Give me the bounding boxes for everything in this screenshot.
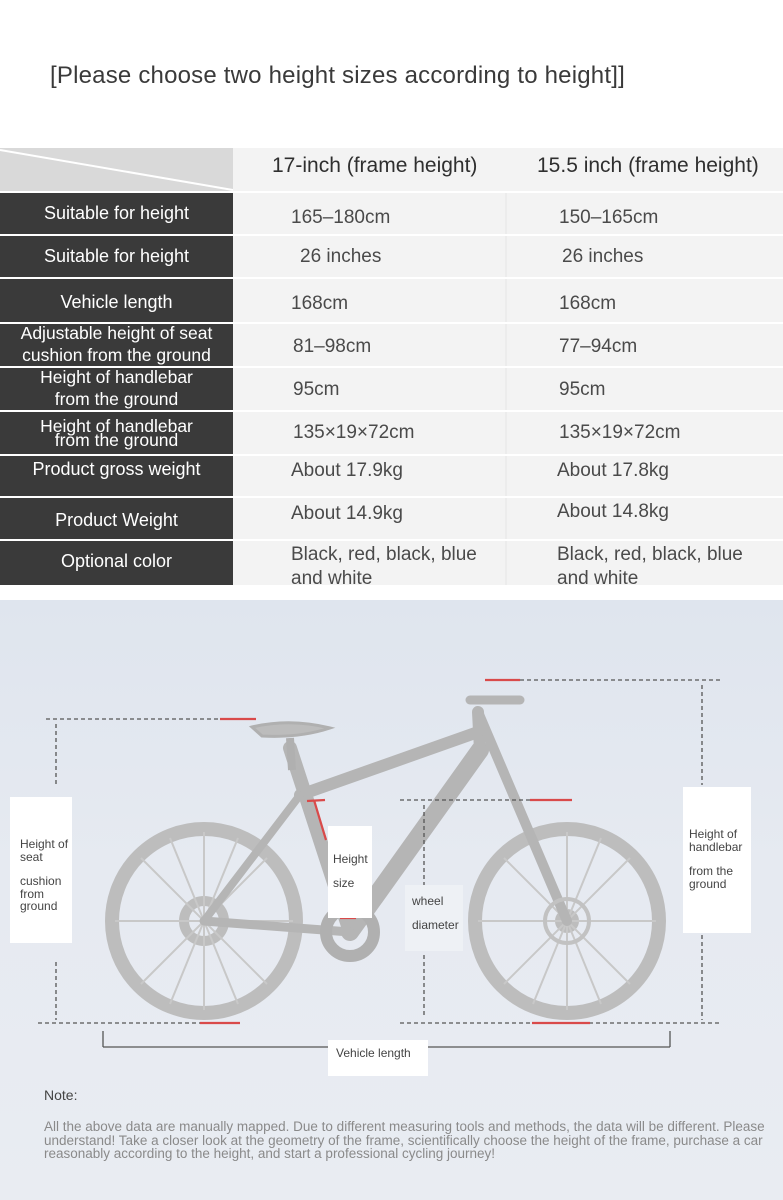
frame-size-label [328, 826, 372, 918]
cell-value: Black, red, black, blue and white [291, 544, 477, 589]
corner-diagonal [0, 148, 233, 191]
row-label: Height of handlebar from the ground [0, 412, 233, 454]
bike-illustration [0, 600, 783, 1200]
cell-value: Black, red, black, blue and white [557, 544, 743, 589]
cell-value: 135×19×72cm [293, 422, 415, 443]
seat-height-label-line2: cushion from ground [20, 874, 62, 914]
row-label: Vehicle length [0, 279, 233, 322]
frame-size-label-line1: Height [333, 852, 368, 866]
seat-height-label-line1: Height of seat [20, 837, 69, 864]
wheel-diameter-label [405, 885, 463, 951]
row-label: Suitable for height [0, 236, 233, 277]
cell-value: 165–180cm [291, 207, 391, 228]
row-label: Product gross weight [0, 456, 233, 496]
cell-value: About 14.8kg [557, 501, 669, 522]
handlebar-height-label-line1: Height of handlebar [689, 827, 743, 854]
note-title: Note: [44, 1087, 78, 1103]
bike-geometry-diagram [0, 600, 783, 1200]
handlebar-height-label-line2: from the ground [689, 864, 734, 891]
vehicle-length-label [328, 1040, 428, 1076]
table-corner-cell [0, 148, 233, 191]
cell-value: 135×19×72cm [559, 422, 681, 443]
cell-value: About 17.9kg [291, 460, 403, 481]
cell-value: About 14.9kg [291, 503, 403, 524]
handlebar-height-label [683, 787, 751, 933]
cell-value: 81–98cm [293, 336, 372, 357]
cell-value: About 17.8kg [557, 460, 669, 481]
cell-value: 168cm [559, 293, 617, 314]
page-heading: [Please choose two height sizes according to height]] [50, 62, 625, 89]
cell-value: 77–94cm [559, 336, 638, 357]
vehicle-length-text: Vehicle length [336, 1046, 411, 1060]
column-header-17-inch: 17-inch (frame height) [272, 154, 478, 177]
row-label: Optional color [0, 541, 233, 585]
row-label: Adjustable height of seat cushion from the ground [0, 324, 233, 366]
column-header-15-5-inch: 15.5 inch (frame height) [537, 154, 759, 177]
wheel-diameter-label-line1: wheel [412, 894, 444, 908]
cell-value: 26 inches [300, 246, 382, 267]
row-label: Suitable for height [0, 193, 233, 234]
cell-value: 168cm [291, 293, 349, 314]
cell-value: 95cm [559, 379, 606, 400]
wheel-diameter-label-line2: diameter [412, 918, 459, 932]
row-label: Product Weight [0, 498, 233, 539]
seat-height-label [10, 797, 72, 943]
spec-table [0, 148, 783, 589]
cell-value: 150–165cm [559, 207, 659, 228]
cell-value: 95cm [293, 379, 340, 400]
row-label: Height of handlebar from the ground [0, 368, 233, 410]
cell-value: 26 inches [562, 246, 644, 267]
frame-size-label-line2: size [333, 876, 355, 890]
note-text: All the above data are manually mapped. Due to different measuring tools and methods, the data will be different. Please understand! Take a closer look at the geometry of the frame, scientifically choose the height of the frame, purchase a car reasonably according to the height, and start a professional cycling journey! [44, 1119, 765, 1161]
